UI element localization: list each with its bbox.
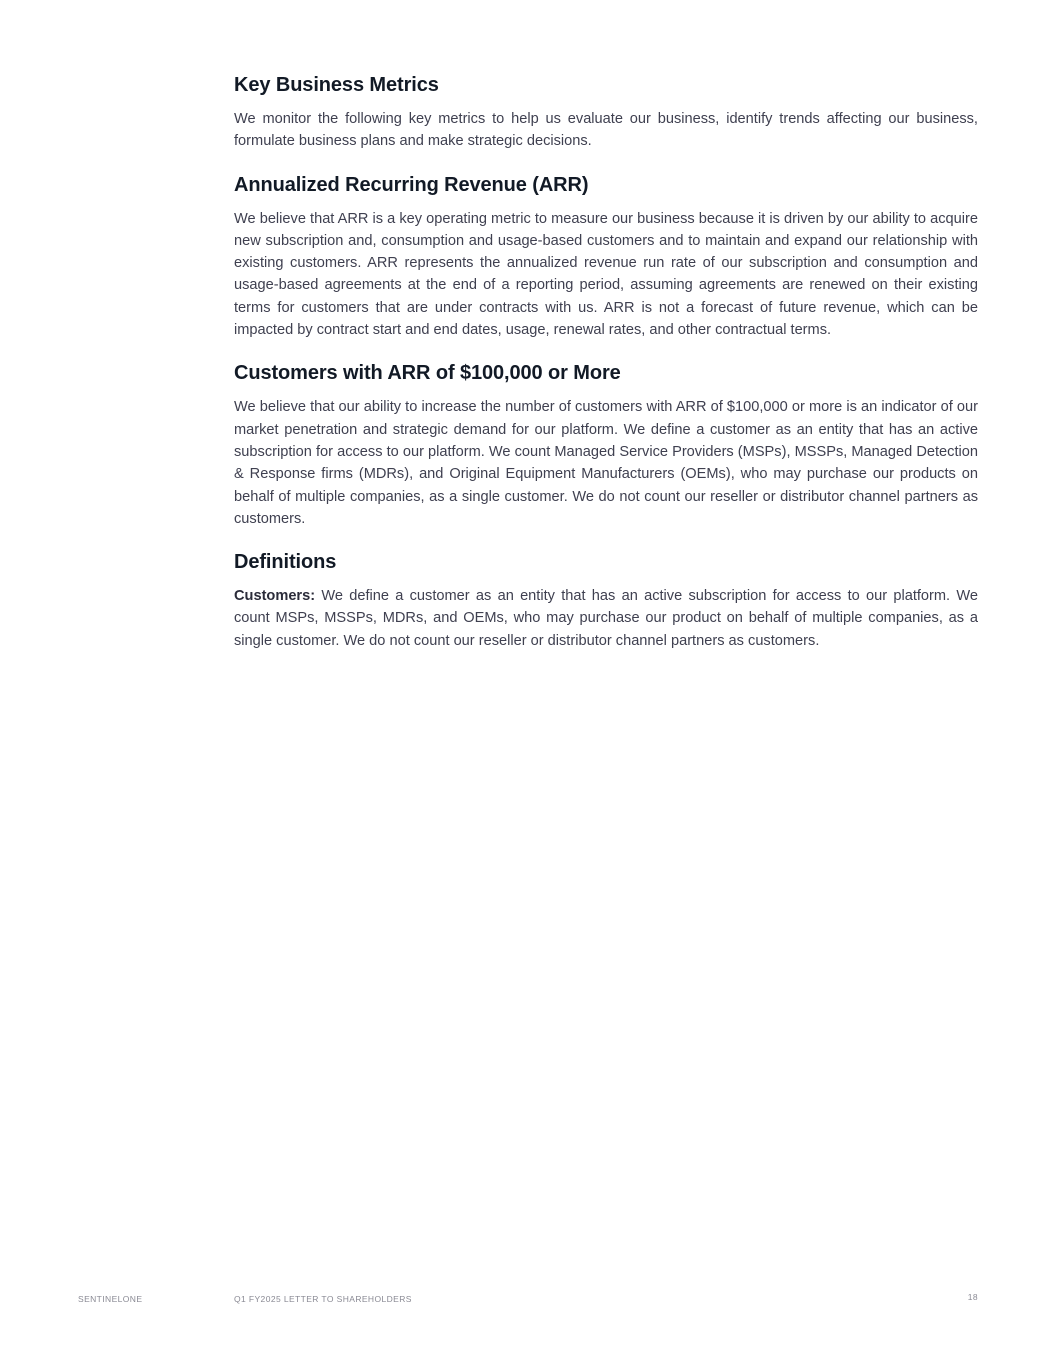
definition-text: We define a customer as an entity that has an active subscription for access to our platform. We count MSPs, MSSPs, MDRs, and OEMs, who may purchase our product on behalf of multiple companies, as a single customer. We do not count our reseller or distributor channel partners as customers. (234, 588, 978, 649)
page-content (234, 72, 978, 671)
section-arr (234, 172, 978, 342)
section-paragraph: We believe that our ability to increase the number of customers with ARR of $100,000 or more is an indicator of our market penetration and strategic demand for our platform. We define a customer as an entity that has an active subscription for access to our platform. We count Managed Service Providers (MSPs), MSSPs, Managed Detection & Response firms (MDRs), and Original Equipment Manufacturers (OEMs), who may purchase our products on behalf of multiple companies, as a single customer. We do not count our reseller or distributor channel partners as customers. (234, 399, 978, 527)
footer-company-name: SENTINELONE (78, 1294, 143, 1304)
section-paragraph: We believe that ARR is a key operating metric to measure our business because it is driven by our ability to acquire new subscription and, consumption and usage-based customers and to maintain and expand our relationship with existing customers. ARR represents the annualized revenue run rate of our subscription and consumption and usage-based agreements at the end of a reporting period, assuming agreements are renewed on their existing terms for customers that are under contracts with us. ARR is not a forecast of future revenue, which can be impacted by contract start and end dates, usage, renewal rates, and other contractual terms. (234, 210, 978, 339)
footer-page-number: 18 (967, 1292, 978, 1302)
definition-paragraph (234, 585, 978, 652)
section-definitions (234, 549, 978, 652)
footer-document-title: Q1 FY2025 LETTER TO SHAREHOLDERS (234, 1294, 412, 1304)
section-key-business-metrics (234, 72, 978, 153)
section-heading: Definitions (234, 551, 337, 574)
section-paragraph: We monitor the following key metrics to help us evaluate our business, identify trends affecting our business, formulate business plans and make strategic decisions. (234, 111, 978, 150)
section-heading: Key Business Metrics (234, 74, 439, 96)
section-customers-100k (234, 360, 978, 530)
section-heading: Annualized Recurring Revenue (ARR) (234, 173, 589, 196)
section-heading: Customers with ARR of $100,000 or More (234, 362, 621, 385)
page-footer (0, 1292, 1055, 1306)
definition-term: Customers: (234, 588, 316, 605)
